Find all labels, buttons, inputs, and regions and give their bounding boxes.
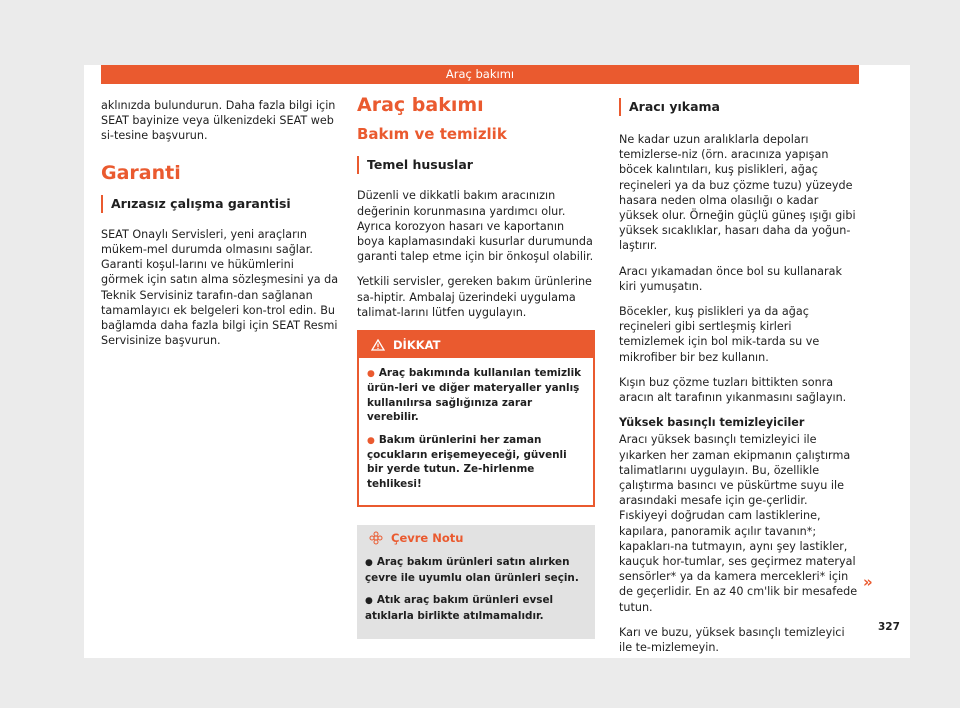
heading-arac-bakimi: Araç bakımı [357,94,484,116]
warning-title: DİKKAT [393,338,441,353]
bullet-icon: ● [367,435,375,446]
page-header: Araç bakımı [101,65,859,84]
column-right [619,90,859,665]
subheading-warranty: Arızasız çalışma garantisi [101,195,339,213]
intro-text: aklınızda bulundurun. Daha fazla bilgi için SEAT bayinize veya ülkenizdeki SEAT web si-tesine başvurun. [101,99,336,143]
environment-body [357,551,595,639]
para-winter: Kışın buz çözme tuzları bittikten sonra aracın alt tarafının yıkanmasını sağlayın. [619,375,847,405]
warning-box [357,330,595,507]
para-soften: Aracı yıkamadan önce bol su kullanarak kiri yumuşatın. [619,264,842,293]
warranty-text: SEAT Onaylı Servisleri, yeni araçların mükem-mel durumda olmasını sağlar. Garanti koşul-larını ve hükümlerini görmek için satın alma sözleşmesini ya da Teknik Servisiniz tarafın-dan sağlanan tamamlayıcı ek belgeleri kon-trol edin. Bu bağlamda daha fazla bilgi için SEAT Resmi Servisinize başvurun. [101,227,339,348]
column-left [101,98,339,358]
warning-title-bar [359,332,593,358]
para-maintenance: Düzenli ve dikkatli bakım aracınızın değerinin korunmasına yardımcı olur. Ayrıca korozyon hasarı ve kaportanın boya kaplamasındaki kusurlar durumunda garanti talep etme için bir önkoşul olabilir. [357,189,594,264]
section-arac-yikama: Aracı yıkama [619,98,859,116]
bullet-icon: ● [367,369,375,380]
para-deposits: Ne kadar uzun aralıklarla depoları temizlerse-niz (örn. aracınıza yapışan böcek kalıntıları, kuş pislikleri, ağaç reçineleri ya da buz çözme tuzu) yüzeyde hasara neden olma olasılığı o kadar yüksek olur. Örneğin güçlü güneş ışığı gibi yüksek sıcaklıklar, hasarı daha da yoğun-laştırır. [619,133,856,253]
environment-item: ● Atık araç bakım ürünleri evsel atıklarla birlikte atılmamalıdır. [365,594,554,622]
para-high-pressure: Aracı yüksek basınçlı temizleyici ile yıkarken her zaman ekipmanın çalıştırma talimatlarını uygulayın. Bu, özellikle çalıştırma basıncı ve püskürtme suyu ile arasındaki mesafe için ge-çerlidir. Fıskiyeyi doğrudan cam lastiklerine, kapılara, panoramik açılır tavanın*; kapakları-na tutmayın, aynı şey lastikler, kauçuk hor-tumlar, ses geçirmez materyal sensörler* ya da kamera mercekleri* için de geçerlidir. En az 40 cm'lik bir mesafede tutun. [619,433,858,614]
continue-mark: » [863,573,873,591]
para-insects: Böcekler, kuş pislikleri ya da ağaç reçineleri gibi sertleşmiş kirleri temizlemek için bol mik-tarda su ve mikrofiber bir bez kullanın. [619,305,820,364]
bullet-icon: ● [365,596,373,607]
warning-item: ● Araç bakımında kullanılan temizlik ürün-leri ve diğer materyaller yanlış kullanılırsa sağlığınıza zarar verebilir. [367,367,582,424]
flower-icon [369,531,383,545]
environment-title: Çevre Notu [391,531,464,546]
environment-title-bar [357,525,595,551]
warning-triangle-icon [371,339,385,351]
bullet-icon: ● [365,558,373,569]
environment-item: ● Araç bakım ürünleri satın alırken çevre ile uyumlu olan ürünleri seçin. [365,556,579,584]
subheading-high-pressure: Yüksek basınçlı temizleyiciler [619,416,805,430]
subheading-bakim-temizlik: Bakım ve temizlik [357,125,507,144]
environment-note-box [357,525,595,639]
para-products: Yetkili servisler, gereken bakım ürünlerine sa-hiptir. Ambalaj üzerindeki uygulama talimat-larını lütfen uygulayın. [357,275,592,319]
para-snow-ice: Karı ve buzu, yüksek basınçlı temizleyici ile te-mizlemeyin. [619,625,845,655]
column-middle [357,94,595,639]
warning-item: ● Bakım ürünlerini her zaman çocukların erişemeyeceği, güvenli bir yerde tutun. Ze-hirlenme tehlikesi! [367,433,567,490]
heading-garanti: Garanti [101,161,181,184]
page-number: 327 [878,621,900,633]
warning-body [359,358,593,505]
section-temel-hususlar: Temel hususlar [357,156,595,174]
